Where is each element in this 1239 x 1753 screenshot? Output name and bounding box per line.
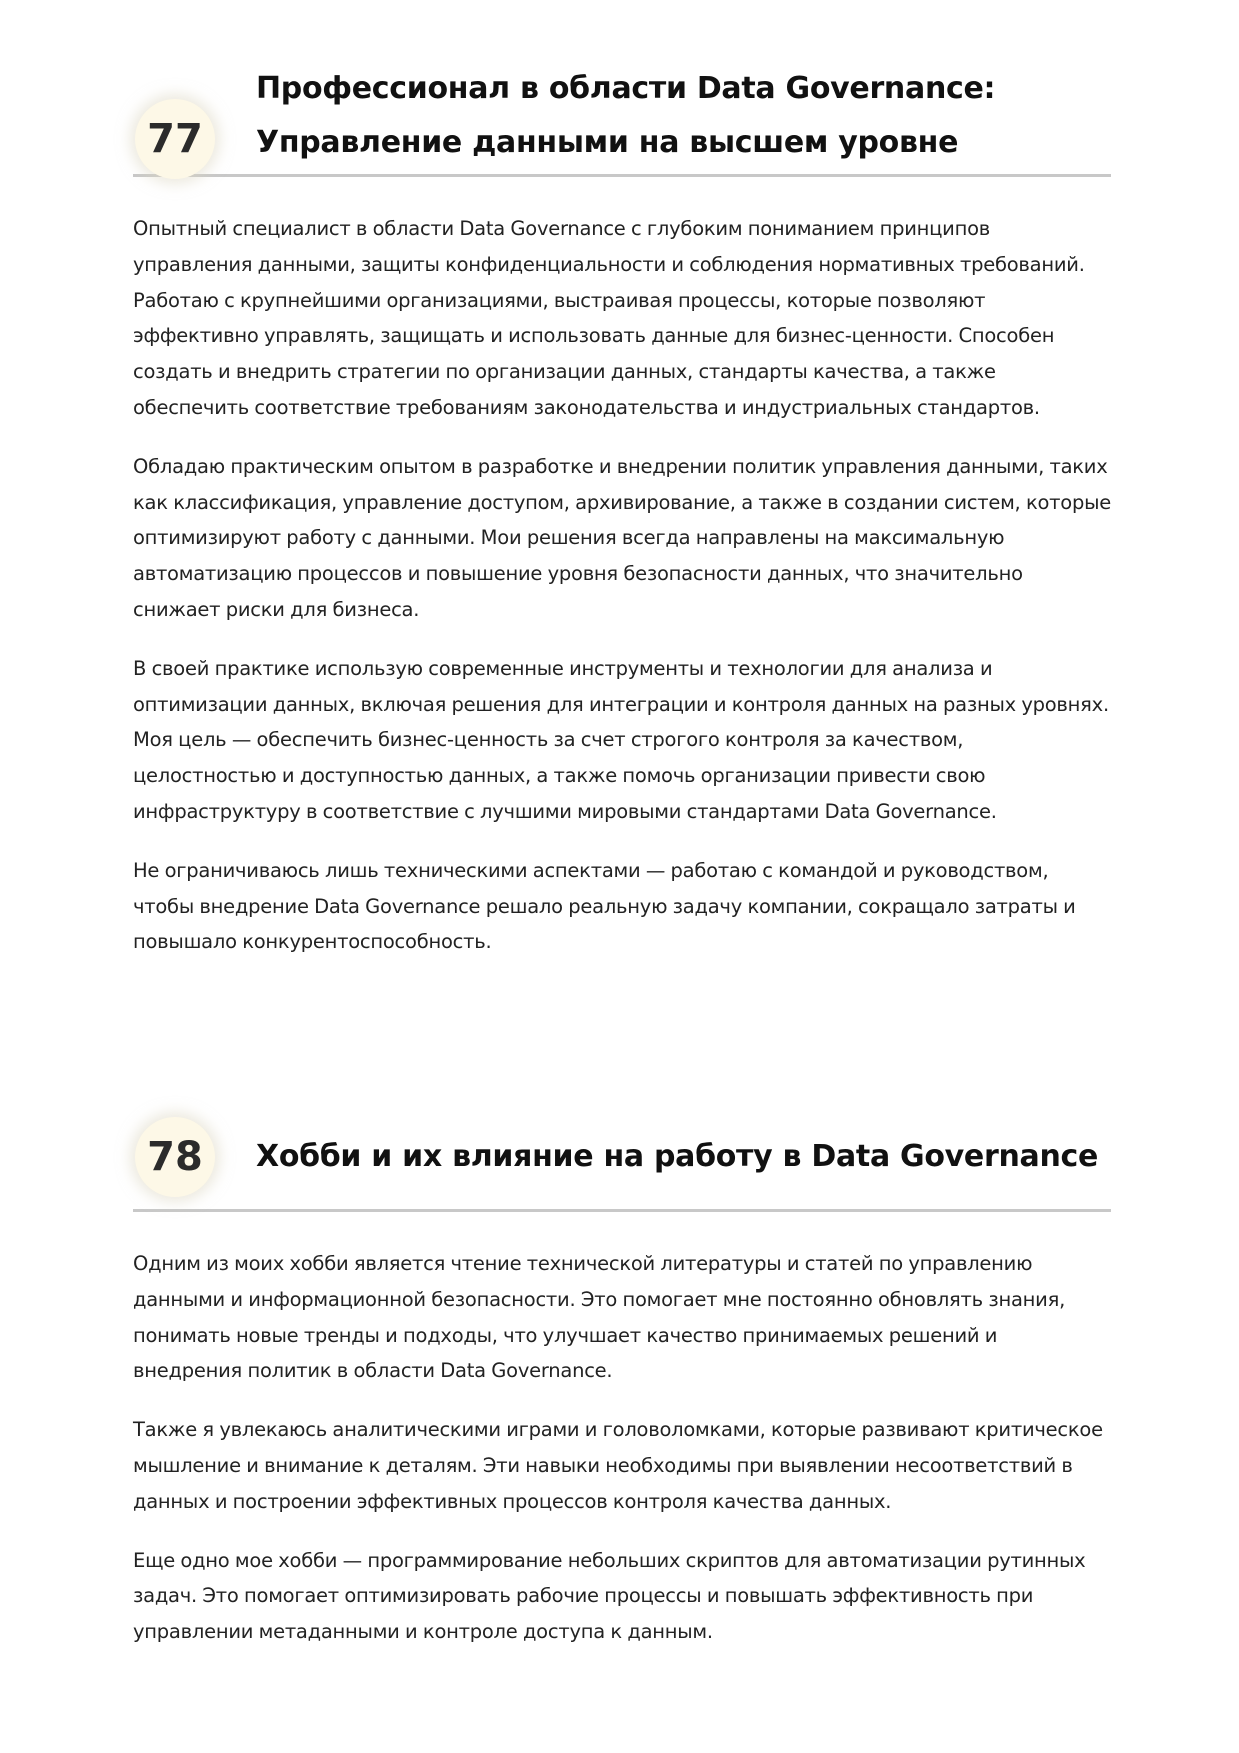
paragraph: Еще одно мое хобби — программирование небольших скриптов для автоматизации рутинных задач. Это помогает оптимизировать рабочие процессы и повышать эффективность при управлении метаданными и контроле доступа к данным. xyxy=(133,1548,1086,1644)
paragraph: В своей практике использую современные инструменты и технологии для анализа и оптимизации данных, включая решения для интеграции и контроля данных на разных уровнях. Моя цель — обеспечить бизнес-ценность за счет строгого контроля за качеством, целостностью и доступностью данных, а также помочь организации привести свою инфраструктуру в соответствие с лучшими мировыми стандартами Data Governance. xyxy=(133,656,1109,823)
section-77 xyxy=(133,60,1111,983)
paragraph: Опытный специалист в области Data Governance с глубоким пониманием принципов управления данными, защиты конфиденциальности и соблюдения нормативных требований. Работаю с крупнейшими организациями, выстраивая процессы, которые позволяют эффективно управлять, защищать и использовать данные для бизнес-ценности. Способен создать и внедрить стратегии по организации данных, стандарты качества, а также обеспечить соответствие требованиям законодательства и индустриальных стандартов. xyxy=(133,217,1085,419)
paragraph: Обладаю практическим опытом в разработке и внедрении политик управления данными, таких как классификация, управление доступом, архивирование, а также в создании систем, которые оптимизируют работу с данными. Мои решения всегда направлены на максимальную автоматизацию процессов и повышение уровня безопасности данных, что значительно снижает риски для бизнеса. xyxy=(133,454,1111,621)
section-header xyxy=(133,60,1111,177)
section-body xyxy=(133,1246,1111,1650)
section-number-badge: 77 xyxy=(135,99,215,179)
section-title-line-1: Профессионал в области Data Governance: xyxy=(256,71,996,106)
section-title xyxy=(256,1130,1098,1184)
paragraph: Не ограничиваюсь лишь техническими аспектами — работаю с командой и руководством, чтобы внедрение Data Governance решало реальную задачу компании, сокращало затраты и повышало конкурентоспособность. xyxy=(133,858,1076,954)
section-title-line-2: Управление данными на высшем уровне xyxy=(256,125,959,160)
section-78 xyxy=(133,1108,1111,1673)
section-header xyxy=(133,1108,1111,1212)
section-number-badge: 78 xyxy=(135,1117,215,1197)
section-body xyxy=(133,211,1111,960)
paragraph: Одним из моих хобби является чтение технической литературы и статей по управлению данными и информационной безопасности. Это помогает мне постоянно обновлять знания, понимать новые тренды и подходы, что улучшает качество принимаемых решений и внедрения политик в области Data Governance. xyxy=(133,1252,1066,1383)
section-title xyxy=(256,62,995,170)
paragraph: Также я увлекаюсь аналитическими играми и головоломками, которые развивают критическое мышление и внимание к деталям. Эти навыки необходимы при выявлении несоответствий в данных и построении эффективных процессов контроля качества данных. xyxy=(133,1418,1103,1513)
section-title-line-1: Хобби и их влияние на работу в Data Governance xyxy=(256,1139,1099,1174)
